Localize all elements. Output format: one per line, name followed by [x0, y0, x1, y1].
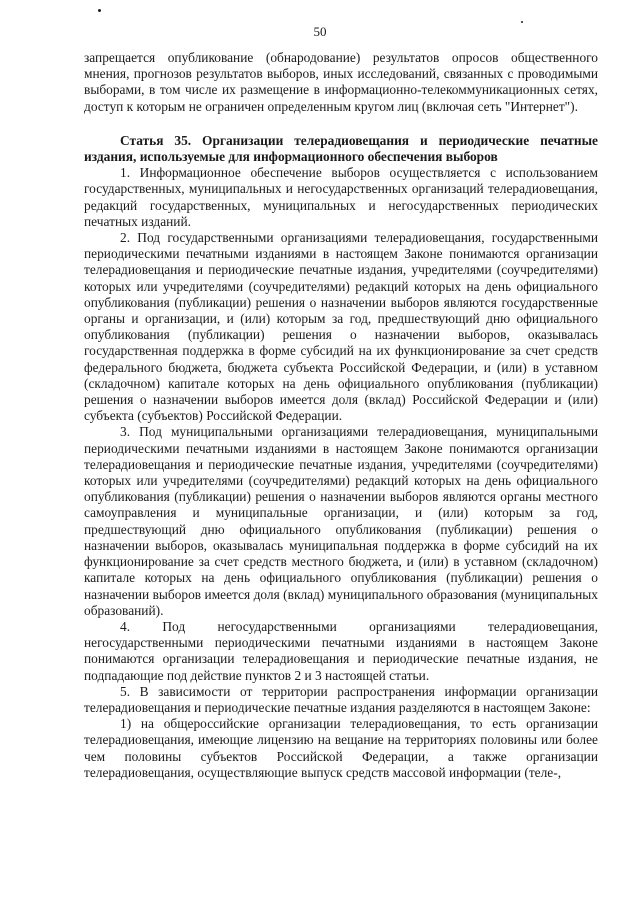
article-heading: Статья 35. Организации телерадиовещания и периодические печатные издания, используемые для информационного обеспечения выборов — [84, 132, 598, 165]
scan-speck — [521, 21, 523, 23]
paragraph-4: 4. Под негосударственными организациями телерадиовещания, негосударственными периодическими печатными изданиями в настоящем Законе понимаются организации телерадиовещания и периодические печатные издания, не подпадающие под действие пунктов 2 и 3 настоящей статьи. — [84, 618, 598, 683]
paragraph-3: 3. Под муниципальными организациями телерадиовещания, муниципальными периодическими печатными изданиями в настоящем Законе понимаются организации телерадиовещания и периодические печатные издания, учредителями (соучредителями) которых или учредителями (соучредителями) редакций которых на день официального опубликования (публикации) решения о назначении выборов являются органы местного самоуправления и муниципальные организации, и (или) которым за год, предшествующий дню официального опубликования (публикации) решения о назначении выборов, оказывалась муниципальная поддержка в форме субсидий на их функционирование за счет средств местного бюджета, и (или) в уставном (складочном) капитале которых на день официального опубликования (публикации) решения о назначении выборов имеется доля (вклад) муниципального образования (муниципальных образований). — [84, 424, 598, 618]
document-body — [84, 50, 598, 781]
paragraph-2: 2. Под государственными организациями телерадиовещания, государственными периодическими печатными изданиями в настоящем Законе понимаются организации телерадиовещания и периодические печатные издания, учредителями (соучредителями) которых или учредителями (соучредителями) редакций которых на день официального опубликования (публикации) решения о назначении выборов являются государственные органы и организации, и (или) которым за год, предшествующий дню официального опубликования (публикации) решения о назначении выборов, оказывалась государственная поддержка в форме субсидий на их функционирование за счет средств федерального бюджета, бюджета субъекта Российской Федерации, и (или) в уставном (складочном) капитале которых на день официального опубликования (публикации) решения о назначении выборов имеется доля (вклад) Российской Федерации и (или) субъекта (субъектов) Российской Федерации. — [84, 230, 598, 424]
scan-speck — [98, 9, 101, 12]
subparagraph-5-1: 1) на общероссийские организации телерадиовещания, то есть организации телерадиовещания, имеющие лицензию на вещание на территориях половины или более чем половины субъектов Российской Федерации, а также организации телерадиовещания, осуществляющие выпуск средств массовой информации (теле-, — [84, 716, 598, 780]
page-number: 50 — [313, 24, 327, 39]
continuation-paragraph: запрещается опубликование (обнародование) результатов опросов общественного мнения, прогнозов результатов выборов, иных исследований, связанных с проводимыми выборами, в том числе их размещение в информационно-телекоммуникационных сетях, доступ к которым не ограничен определенным кругом лиц (включая сеть "Интернет"). — [84, 50, 598, 114]
paragraph-5: 5. В зависимости от территории распространения информации организации телерадиовещания и периодические печатные издания разделяются в настоящем Законе: — [84, 683, 598, 715]
paragraph-1: 1. Информационное обеспечение выборов осуществляется с использованием государственных, муниципальных и негосударственных организаций телерадиовещания, редакций государственных, муниципальных и негосударственных периодических печатных изданий. — [84, 165, 598, 229]
